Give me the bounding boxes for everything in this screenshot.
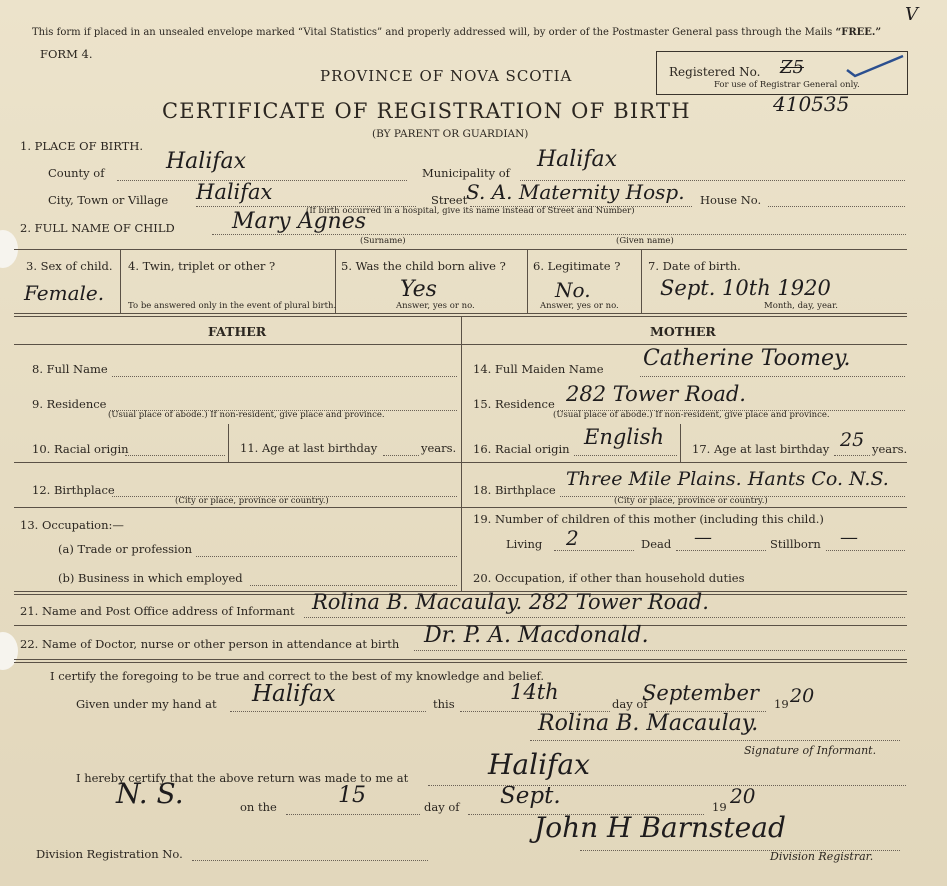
return-place-value: Halifax — [488, 748, 590, 781]
father-birthplace-label: 12. Birthplace — [32, 483, 115, 497]
doctor-label: 22. Name of Doctor, nurse or other person in attendance at birth — [20, 637, 400, 651]
certificate-title: CERTIFICATE OF REGISTRATION OF BIRTH — [162, 99, 691, 123]
doctor-rule-2 — [14, 662, 907, 663]
business-line — [250, 585, 457, 586]
father-residence-note: (Usual place of abode.) If non-resident, give place and province. — [108, 410, 385, 420]
legitimate-note: Answer, yes or no. — [540, 301, 619, 311]
return-prefix-value: N. S. — [116, 777, 184, 810]
informant-line — [304, 617, 905, 618]
date-of-birth-label: 7. Date of birth. — [648, 259, 741, 273]
postal-notice: This form if placed in an unsealed envelope marked “Vital Statistics” and properly addressed will, by order of the Postmaster General pass through the Mails “FREE.” — [32, 27, 882, 38]
father-name-line — [112, 376, 457, 377]
racial-bottom-rule-left — [14, 462, 461, 463]
street-value: S. A. Maternity Hosp. — [466, 180, 685, 204]
municipality-value: Halifax — [537, 147, 618, 172]
given-name-note: (Given name) — [616, 236, 674, 246]
parents-heading-rule — [14, 344, 907, 345]
mother-residence-note: (Usual place of abode.) If non-resident, give place and province. — [553, 410, 830, 420]
given-year-prefix: 19 — [774, 697, 789, 711]
given-label: Given under my hand at — [76, 697, 217, 711]
father-birthplace-note: (City or place, province or country.) — [175, 496, 329, 506]
sex-value: Female. — [24, 281, 105, 305]
legitimate-value: No. — [555, 278, 591, 302]
informant-signature-caption: Signature of Informant. — [744, 744, 877, 757]
child-name-label: 2. FULL NAME OF CHILD — [20, 221, 175, 235]
stillborn-label: Stillborn — [770, 537, 821, 551]
division-registration-label: Division Registration No. — [36, 847, 183, 861]
return-day-value: 15 — [338, 783, 366, 808]
surname-note: (Surname) — [360, 236, 406, 246]
certify-statement: I certify the foregoing to be true and correct to the best of my knowledge and belief. — [50, 669, 545, 683]
place-of-birth-heading: 1. PLACE OF BIRTH. — [20, 139, 144, 153]
return-year-value: 20 — [730, 784, 756, 808]
mother-age-label: 17. Age at last birthday — [692, 442, 830, 456]
informant-value: Rolina B. Macaulay. 282 Tower Road. — [312, 590, 709, 614]
street-label: Street — [431, 193, 468, 207]
mother-age-unit: years. — [872, 442, 908, 456]
house-number-line — [768, 206, 905, 207]
alive-value: Yes — [400, 277, 437, 302]
day-of-label: day of — [612, 697, 648, 711]
province-heading: PROVINCE OF NOVA SCOTIA — [320, 67, 573, 85]
father-age-label: 11. Age at last birthday — [240, 441, 378, 455]
doctor-value: Dr. P. A. Macdonald. — [424, 623, 649, 648]
dead-line — [676, 550, 766, 551]
return-statement: I hereby certify that the above return was made to me at — [76, 771, 409, 785]
mother-birthplace-value: Three Mile Plains. Hants Co. N.S. — [566, 468, 889, 490]
form-number: FORM 4. — [40, 47, 93, 61]
mother-age-line — [834, 455, 870, 456]
county-label: County of — [48, 166, 105, 180]
this-label: this — [433, 697, 455, 711]
child-name-line — [212, 234, 906, 235]
city-label: City, Town or Village — [48, 193, 169, 207]
registration-number: 410535 — [773, 92, 850, 116]
divider-5-6 — [527, 250, 528, 313]
mother-racial-line — [574, 455, 677, 456]
registered-note: For use of Registrar General only. — [714, 80, 860, 90]
trade-label: (a) Trade or profession — [58, 542, 193, 556]
return-day-of-label: day of — [424, 800, 460, 814]
child-name-value: Mary Agnes — [232, 209, 367, 234]
parents-top-rule — [14, 313, 907, 314]
trade-line — [196, 556, 457, 557]
registered-value: Z5 — [780, 57, 804, 78]
twin-label: 4. Twin, triplet or other ? — [128, 259, 276, 273]
row-top-rule — [14, 249, 907, 250]
mother-name-line — [640, 376, 905, 377]
mother-occupation-label: 20. Occupation, if other than household duties — [473, 571, 745, 585]
parents-divider — [461, 317, 462, 592]
mother-birthplace-label: 18. Birthplace — [473, 483, 556, 497]
business-label: (b) Business in which employed — [58, 571, 243, 585]
mother-racial-divider — [680, 424, 681, 462]
father-age-unit: years. — [421, 441, 457, 455]
certificate-subtitle: (BY PARENT OR GUARDIAN) — [372, 128, 529, 140]
twin-note: To be answered only in the event of plural birth. — [128, 301, 337, 311]
mother-name-label: 14. Full Maiden Name — [473, 362, 604, 376]
father-residence-label: 9. Residence — [32, 397, 107, 411]
father-occupation-label: 13. Occupation:— — [20, 518, 124, 532]
date-of-birth-value: Sept. 10th 1920 — [660, 276, 831, 300]
return-month-value: Sept. — [500, 783, 561, 809]
living-value: 2 — [566, 526, 579, 550]
check-mark-icon — [845, 52, 905, 78]
legitimate-label: 6. Legitimate ? — [533, 259, 621, 273]
registrar-signature: John H Barnstead — [534, 811, 786, 844]
registered-label: Registered No. — [669, 65, 761, 79]
alive-note: Answer, yes or no. — [396, 301, 475, 311]
mother-residence-value: 282 Tower Road. — [566, 382, 746, 406]
mother-racial-value: English — [584, 425, 665, 449]
alive-label: 5. Was the child born alive ? — [341, 259, 506, 273]
doctor-line — [414, 650, 905, 651]
division-registration-line — [192, 860, 428, 861]
divider-6-7 — [641, 250, 642, 313]
given-month-value: September — [642, 681, 759, 705]
on-the-label: on the — [240, 800, 277, 814]
father-racial-divider — [228, 424, 229, 462]
mother-racial-label: 16. Racial origin — [473, 442, 570, 456]
city-value: Halifax — [196, 180, 273, 204]
date-of-birth-note: Month, day, year. — [764, 301, 838, 311]
mother-birthplace-note: (City or place, province or country.) — [614, 496, 768, 506]
sex-label: 3. Sex of child. — [26, 259, 113, 273]
living-label: Living — [506, 537, 543, 551]
father-racial-line — [125, 455, 225, 456]
doctor-rule — [14, 659, 907, 660]
county-value: Halifax — [166, 149, 247, 174]
mother-age-value: 25 — [840, 429, 865, 451]
given-day-value: 14th — [510, 680, 559, 704]
given-place-line — [230, 711, 426, 712]
birthplace-bottom-rule — [14, 507, 907, 508]
father-age-line — [383, 455, 419, 456]
racial-bottom-rule-right — [462, 462, 907, 463]
divider-3-4 — [120, 250, 121, 313]
registrar-caption: Division Registrar. — [770, 850, 874, 863]
informant-label: 21. Name and Post Office address of Informant — [20, 604, 295, 618]
mother-residence-label: 15. Residence — [473, 397, 555, 411]
children-count-label: 19. Number of children of this mother (including this child.) — [473, 512, 824, 526]
father-name-label: 8. Full Name — [32, 362, 108, 376]
dead-value: — — [694, 527, 712, 548]
dead-label: Dead — [641, 537, 672, 551]
father-heading: FATHER — [208, 324, 267, 339]
return-day-line — [286, 814, 420, 815]
given-year-value: 20 — [790, 685, 815, 707]
living-line — [554, 550, 634, 551]
father-racial-label: 10. Racial origin — [32, 442, 129, 456]
municipality-label: Municipality of — [422, 166, 510, 180]
mother-name-value: Catherine Toomey. — [643, 346, 851, 371]
informant-signature: Rolina B. Macaulay. — [538, 711, 759, 736]
stillborn-line — [826, 550, 905, 551]
stillborn-value: — — [840, 527, 858, 548]
corner-mark: V — [905, 4, 918, 25]
informant-signature-line — [530, 740, 900, 741]
house-number-label: House No. — [700, 193, 762, 207]
mother-heading: MOTHER — [650, 324, 716, 339]
return-year-prefix: 19 — [712, 800, 727, 814]
hospital-note: (If birth occurred in a hospital, give its name instead of Street and Number) — [306, 206, 635, 216]
given-place-value: Halifax — [252, 681, 336, 707]
